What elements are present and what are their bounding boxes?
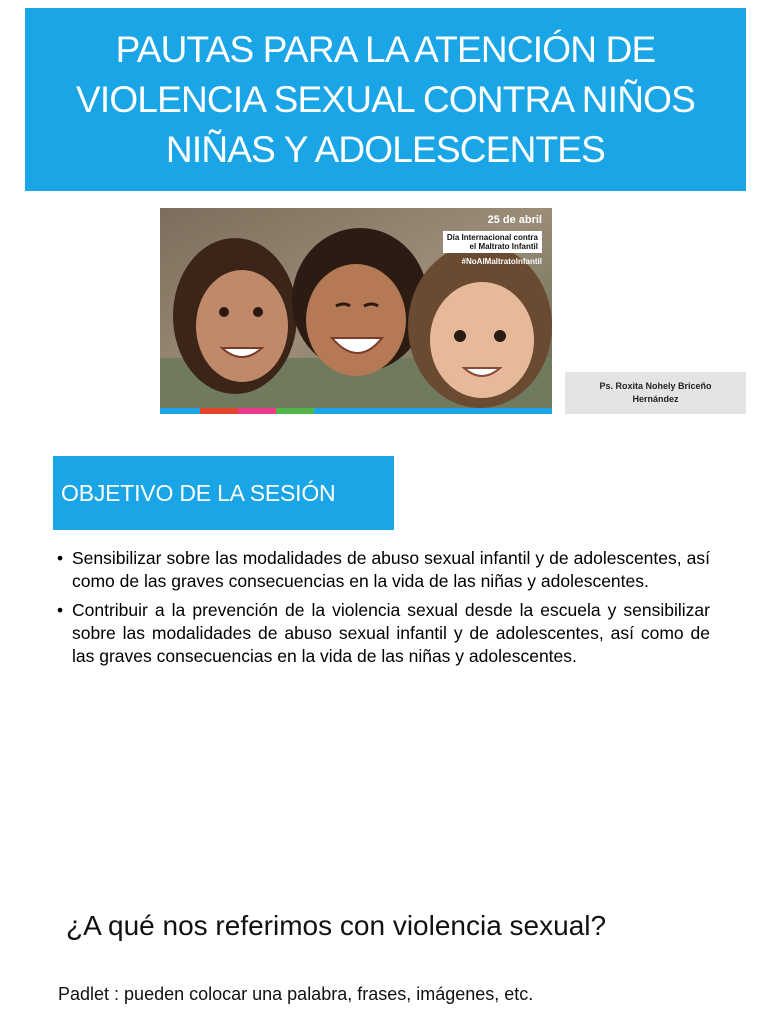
padlet-instruction: Padlet : pueden colocar una palabra, frases, imágenes, etc. bbox=[58, 984, 534, 1004]
campaign-date: 25 de abril bbox=[487, 214, 542, 226]
page-title bbox=[76, 25, 695, 175]
children-photo bbox=[160, 208, 552, 414]
objective-bullet-text: Sensibilizar sobre las modalidades de abuso sexual infantil y de adolescentes, así como de las graves consecuencias en la vida de las niñas y adolescentes. bbox=[72, 548, 710, 591]
objective-header bbox=[53, 456, 394, 530]
objective-bullet bbox=[57, 547, 710, 593]
campaign-overlay bbox=[443, 214, 542, 266]
bullet-dot: • bbox=[57, 548, 64, 568]
title-banner bbox=[25, 8, 746, 191]
title-line-2: VIOLENCIA SEXUAL CONTRA NIÑOS bbox=[76, 78, 695, 120]
author-line-2: Hernández bbox=[632, 394, 679, 404]
question-heading: ¿A qué nos referimos con violencia sexual? bbox=[66, 910, 607, 941]
bullet-dot: • bbox=[57, 600, 64, 620]
title-line-1: PAUTAS PARA LA ATENCIÓN DE bbox=[115, 28, 656, 70]
objective-heading: OBJETIVO DE LA SESIÓN bbox=[61, 479, 336, 506]
author-line-1: Ps. Roxita Nohely Briceño bbox=[599, 381, 712, 391]
objective-bullet-text: Contribuir a la prevención de la violencia sexual desde la escuela y sensibilizar sobre las modalidades de abuso sexual infantil y de adolescentes, así como de las graves consecuencias en la vida de las niñas y adolescentes. bbox=[72, 600, 710, 666]
campaign-line-2: el Maltrato Infantil bbox=[469, 242, 538, 251]
objective-bullet bbox=[57, 599, 710, 668]
author-box bbox=[565, 372, 746, 414]
campaign-line-1: Día Internacional contra bbox=[446, 233, 538, 242]
campaign-box bbox=[443, 231, 542, 253]
objective-list bbox=[57, 547, 710, 674]
title-line-3: NIÑAS Y ADOLESCENTES bbox=[165, 128, 606, 170]
campaign-hashtag: #NoAlMaltratoInfantil bbox=[461, 257, 542, 266]
